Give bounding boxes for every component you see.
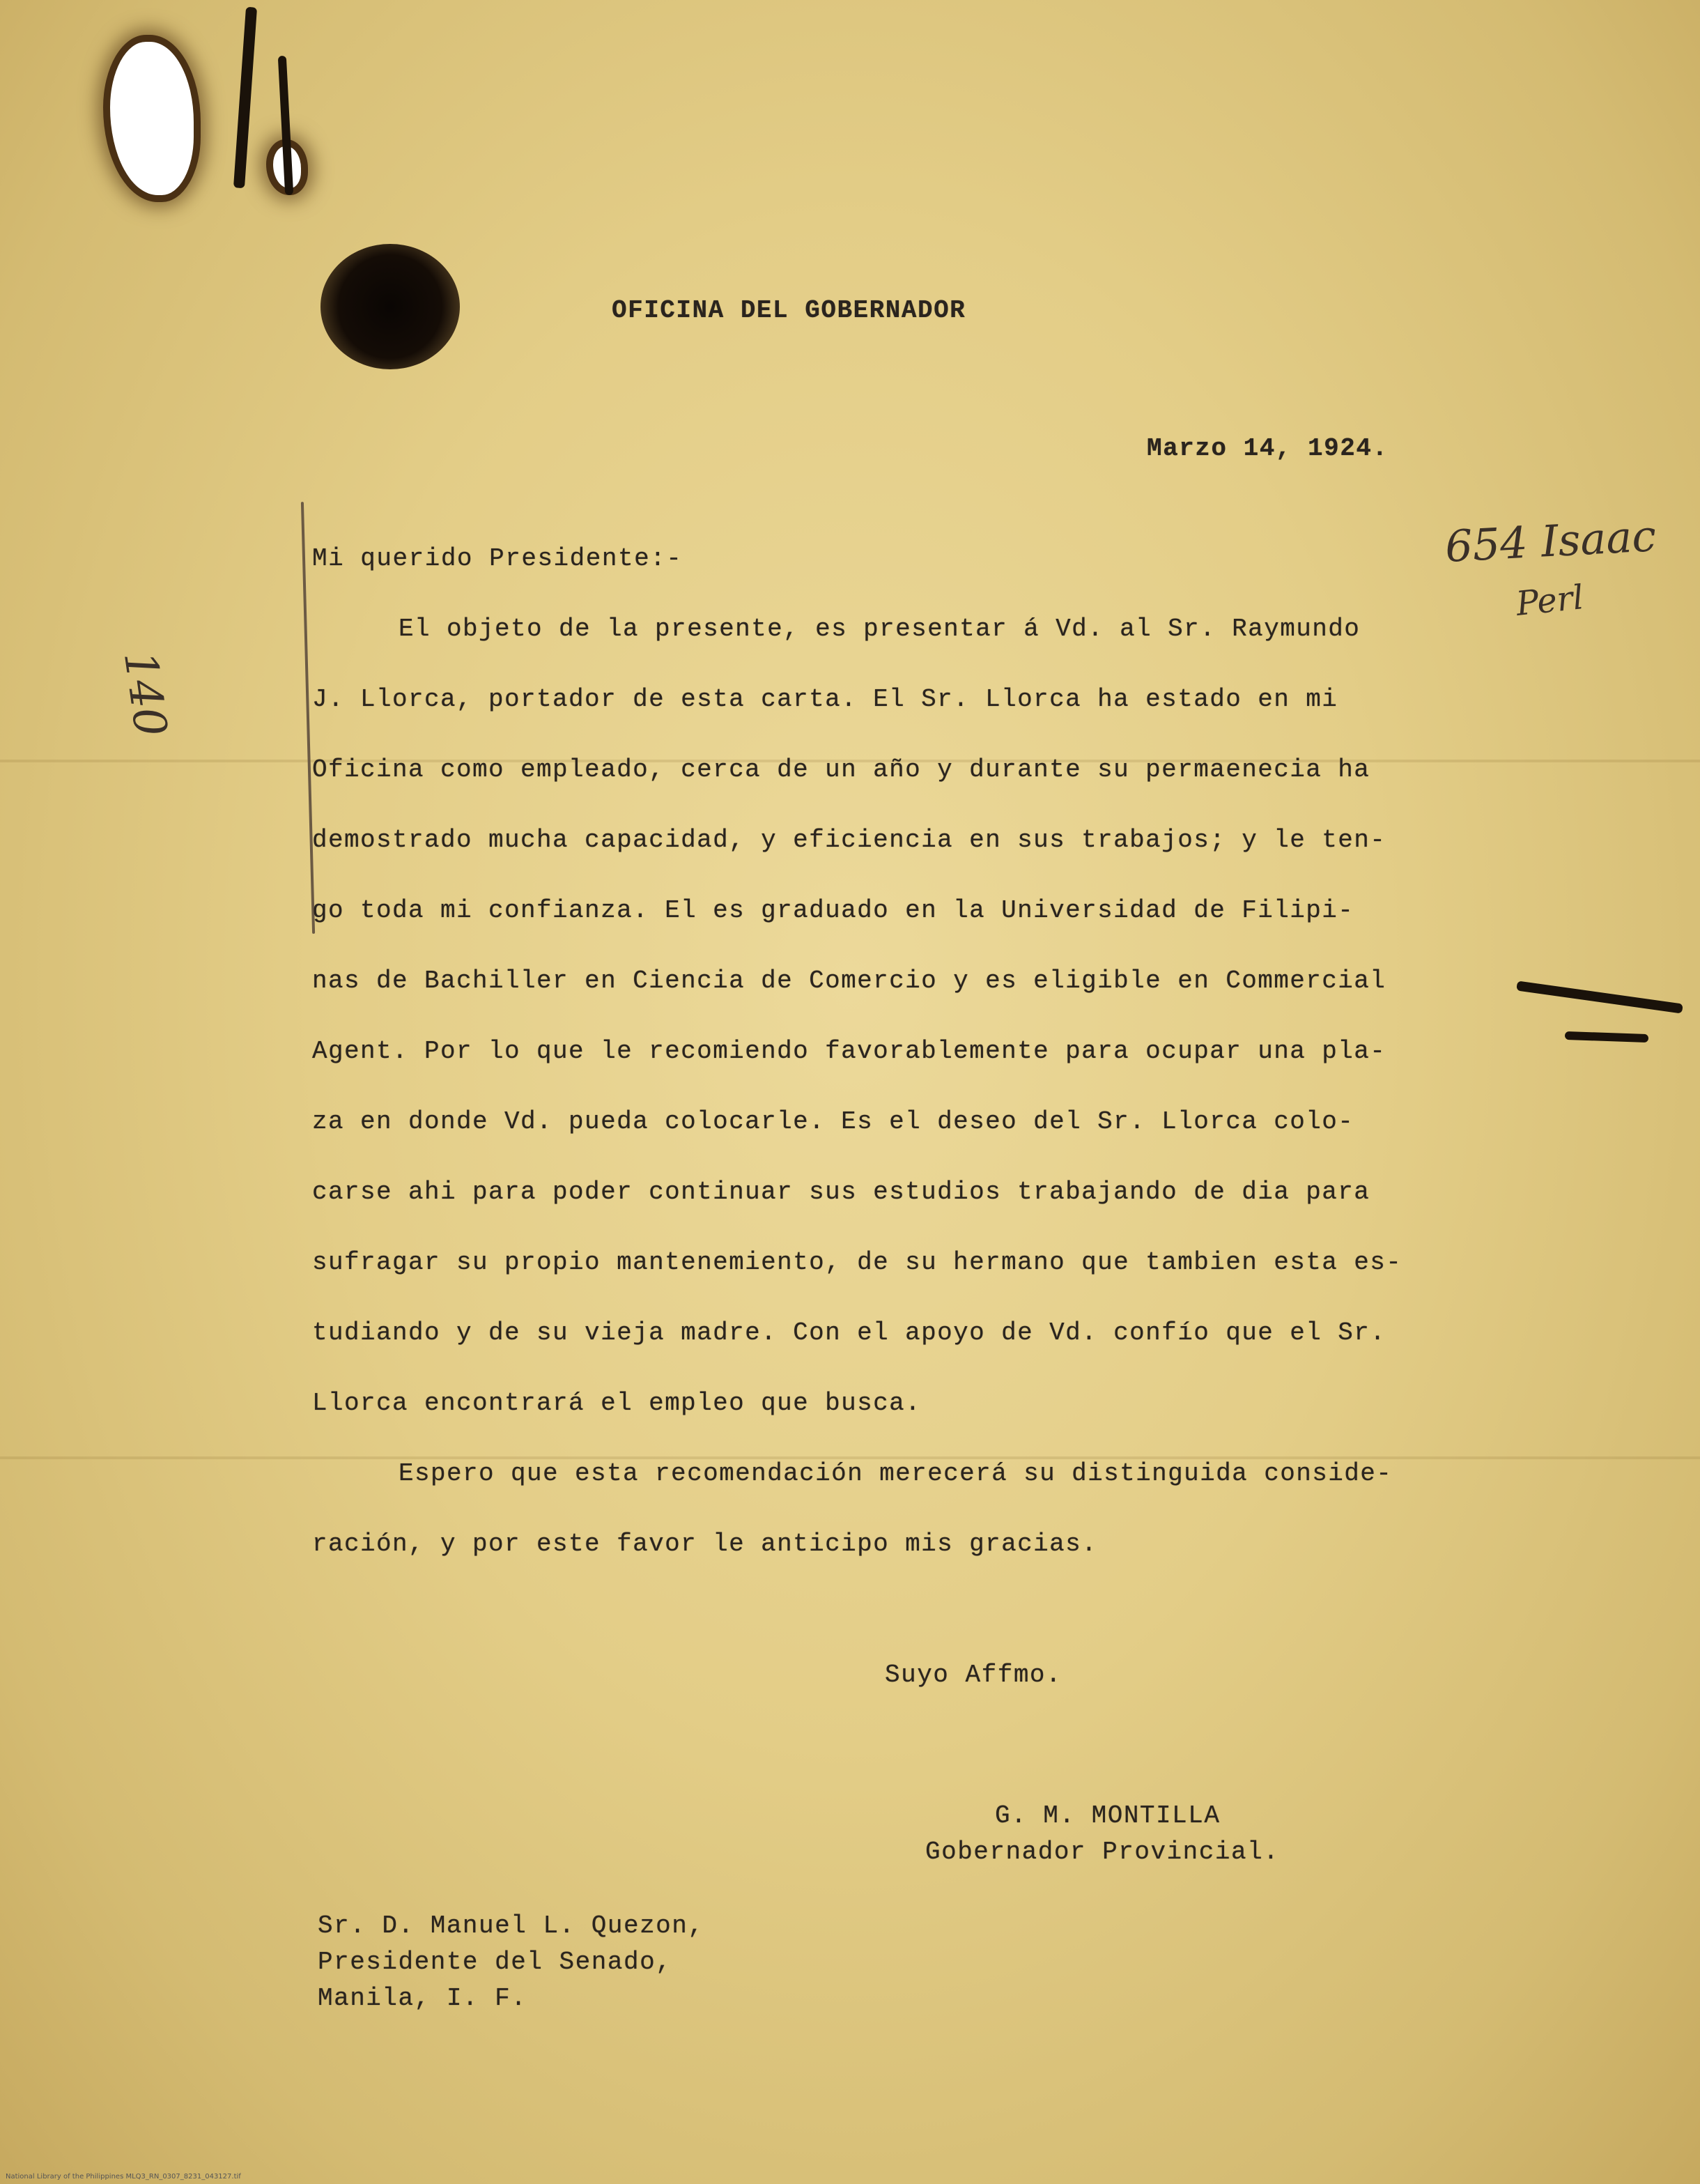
body-line: nas de Bachiller en Ciencia de Comercio y es eligible en Commercial	[312, 967, 1386, 995]
body-line: za en donde Vd. pueda colocarle. Es el deseo del Sr. Llorca colo-	[312, 1107, 1354, 1136]
archive-caption: National Library of the Philippines MLQ3_RN_0307_8231_043127.tif	[6, 2173, 241, 2181]
body-line: Agent. Por lo que le recomiendo favorablemente para ocupar una pla-	[312, 1037, 1386, 1066]
body-line: El objeto de la presente, es presentar á Vd. al Sr. Raymundo	[399, 615, 1361, 643]
salutation: Mi querido Presidente:-	[312, 544, 683, 573]
body-line: tudiando y de su vieja madre. Con el apoyo de Vd. confío que el Sr.	[312, 1318, 1386, 1347]
letter-body	[312, 594, 1538, 1579]
signer-title: Gobernador Provincial.	[925, 1838, 1280, 1866]
body-line: ración, y por este favor le anticipo mis gracias.	[312, 1530, 1098, 1558]
closing: Suyo Affmo.	[885, 1661, 1062, 1689]
burn-hole	[110, 42, 194, 195]
handwritten-note-top-right-2: Perl	[1514, 578, 1586, 624]
body-line: demostrado mucha capacidad, y eficiencia en sus trabajos; y le ten-	[312, 826, 1386, 854]
recipient-line: Manila, I. F.	[318, 1984, 527, 2013]
signer-name: G. M. MONTILLA	[995, 1801, 1221, 1830]
pen-strike	[1516, 981, 1683, 1013]
body-line: carse ahi para poder continuar sus estudios trabajando de dia para	[312, 1178, 1370, 1206]
body-line: Espero que esta recomendación merecerá su distinguida conside-	[399, 1459, 1393, 1488]
ink-blot	[320, 244, 460, 369]
recipient-line: Sr. D. Manuel L. Quezon,	[318, 1912, 704, 1940]
margin-stroke	[233, 7, 257, 188]
pen-strike	[1565, 1031, 1648, 1043]
body-line: Llorca encontrará el empleo que busca.	[312, 1389, 922, 1417]
recipient-line: Presidente del Senado,	[318, 1948, 672, 1976]
handwritten-margin-number: 140	[113, 648, 177, 740]
page-heading: OFICINA DEL GOBERNADOR	[612, 296, 966, 325]
handwritten-note-top-right: 654 Isaac	[1444, 510, 1658, 572]
body-line: Oficina como empleado, cerca de un año y durante su permaenecia ha	[312, 755, 1370, 784]
body-line: sufragar su propio mantenemiento, de su hermano que tambien esta es-	[312, 1248, 1402, 1277]
body-line: go toda mi confianza. El es graduado en la Universidad de Filipi-	[312, 896, 1354, 925]
letter-date: Marzo 14, 1924.	[1147, 434, 1389, 463]
body-line: J. Llorca, portador de esta carta. El Sr. Llorca ha estado en mi	[312, 685, 1338, 714]
